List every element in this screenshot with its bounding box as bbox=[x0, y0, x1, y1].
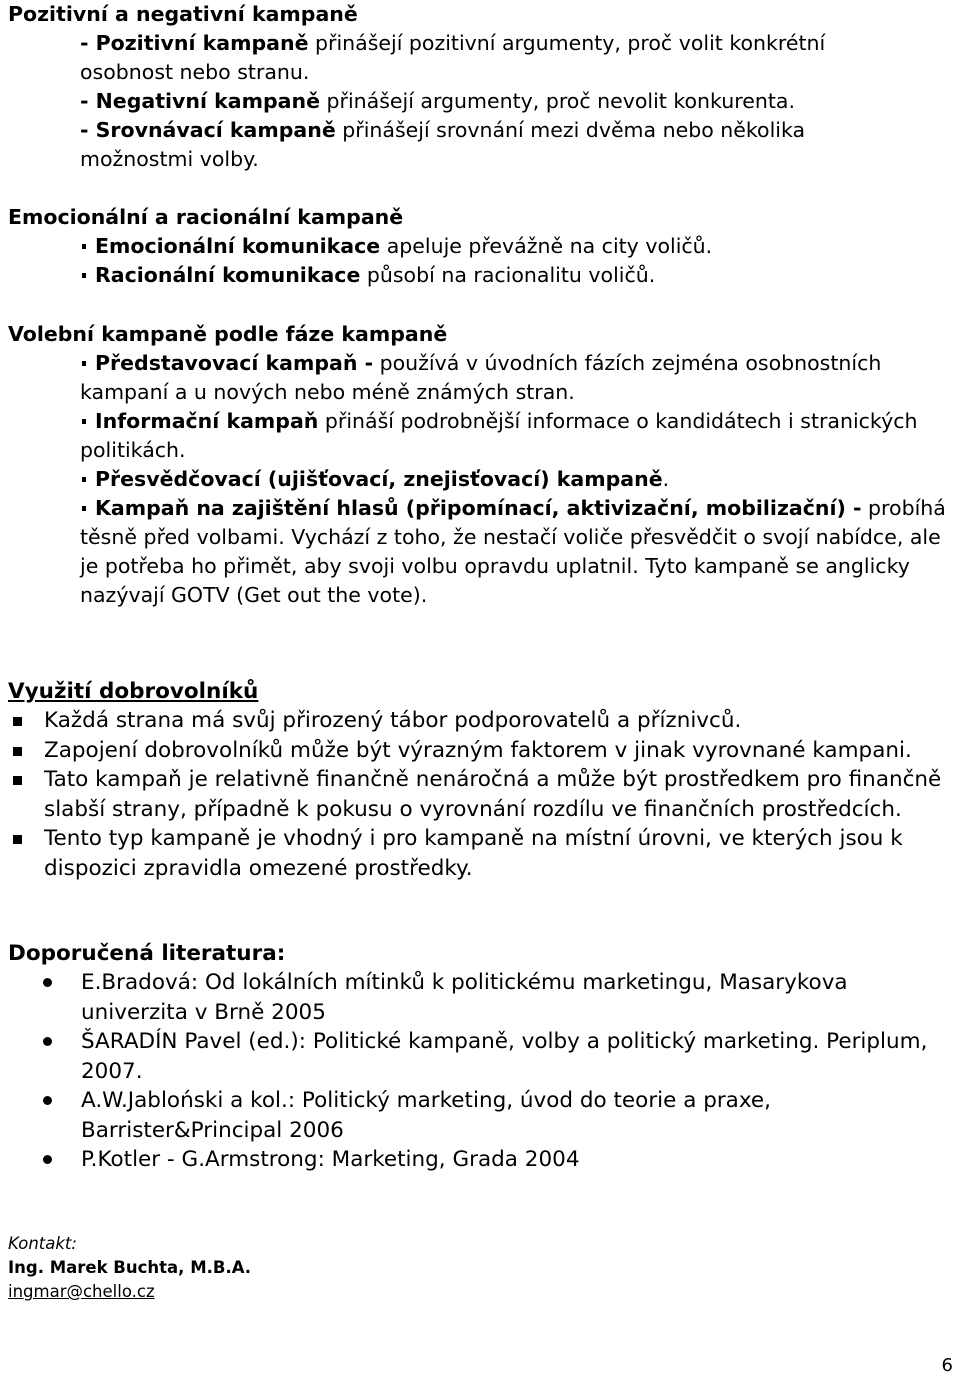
list-item: Kampaň na zajištění hlasů (připomínací, aktivizační, mobilizační) - probíhá těsně před volbami. Vychází z toho, že nestačí voliče přesvědčit o svojí nabídce, ale je potřeba ho přimět, aby svoji volbu opravdu uplatnil. Tyto kampaně se anglicky nazývají GOTV (Get out the vote). bbox=[80, 496, 946, 607]
list-item: Informační kampaň přináší podrobnější informace o kandidátech i stranických politikách. bbox=[80, 409, 918, 462]
list-item: - Negativní kampaně přinášejí argumenty, proč nevolit konkurenta. bbox=[80, 89, 795, 113]
list-item: Tento typ kampaně je vhodný i pro kampaně na místní úrovni, ve kterých jsou k dispozici zpravidla omezené prostředky. bbox=[8, 824, 956, 883]
list-item: A.W.Jabloński a kol.: Politický marketing, úvod do teorie a praxe, Barrister&Principal 2006 bbox=[8, 1086, 956, 1145]
list-item: P.Kotler - G.Armstrong: Marketing, Grada 2004 bbox=[8, 1145, 956, 1175]
contact-label: Kontakt: bbox=[8, 1234, 77, 1253]
page-number: 6 bbox=[941, 1355, 953, 1376]
contact-email-link[interactable]: ingmar@chello.cz bbox=[8, 1282, 155, 1301]
section-emotional-rational bbox=[8, 203, 956, 290]
bullet-square-icon bbox=[82, 477, 86, 482]
bullet-square-icon bbox=[13, 835, 22, 844]
bullet-dot-icon bbox=[43, 978, 52, 987]
bullet-square-icon bbox=[13, 776, 22, 785]
heading-emotional-rational: Emocionální a racionální kampaně bbox=[8, 205, 404, 229]
list-item: Zapojení dobrovolníků může být výrazným faktorem v jinak vyrovnané kampani. bbox=[8, 736, 956, 766]
list-item: Představovací kampaň - používá v úvodních fázích zejména osobnostních kampaní a u nových nebo méně známých stran. bbox=[80, 351, 882, 404]
bullet-dot-icon bbox=[43, 1096, 52, 1105]
list-item: Přesvědčovací (ujišťovací, znejisťovací) kampaně. bbox=[8, 465, 956, 494]
bullet-square-icon bbox=[82, 506, 86, 511]
section-literature bbox=[8, 939, 956, 1175]
list-item: - Srovnávací kampaně přinášejí srovnání mezi dvěma nebo několika možnostmi volby. bbox=[80, 118, 806, 171]
heading-campaign-phases: Volební kampaně podle fáze kampaně bbox=[8, 322, 448, 346]
list-item: E.Bradová: Od lokálních mítinků k politickému marketingu, Masarykova univerzita v Brně 2005 bbox=[8, 968, 956, 1027]
section-campaign-phases bbox=[8, 320, 956, 610]
list-item: Každá strana má svůj přirozený tábor podporovatelů a příznivců. bbox=[8, 706, 956, 736]
contact-name: Ing. Marek Buchta, M.B.A. bbox=[8, 1258, 252, 1277]
list-item: - Pozitivní kampaně přinášejí pozitivní argumenty, proč volit konkrétní osobnost nebo stranu. bbox=[80, 31, 826, 84]
bullet-square-icon bbox=[82, 244, 86, 249]
heading-literature: Doporučená literatura: bbox=[8, 941, 286, 966]
bullet-square-icon bbox=[82, 419, 86, 424]
list-item: Tato kampaň je relativně finančně nenáročná a může být prostředkem pro finančně slabší strany, případně k pokusu o vyrovnání rozdílu ve finančních prostředcích. bbox=[8, 765, 956, 824]
list-item: Emocionální komunikace apeluje převážně na city voličů. bbox=[8, 232, 956, 261]
bullet-square-icon bbox=[82, 361, 86, 366]
bullet-square-icon bbox=[13, 717, 22, 726]
bullet-square-icon bbox=[13, 747, 22, 756]
list-item: Racionální komunikace působí na racionalitu voličů. bbox=[8, 261, 956, 290]
section-volunteers bbox=[8, 677, 956, 883]
section-campaign-types bbox=[8, 0, 956, 174]
heading-positive-negative: Pozitivní a negativní kampaně bbox=[8, 2, 358, 26]
bullet-dot-icon bbox=[43, 1037, 52, 1046]
heading-volunteers: Využití dobrovolníků bbox=[8, 679, 259, 704]
list-item: ŠARADÍN Pavel (ed.): Politické kampaně, volby a politický marketing. Periplum, 2007. bbox=[8, 1027, 956, 1086]
contact-block bbox=[8, 1232, 956, 1304]
bullet-dot-icon bbox=[43, 1155, 52, 1164]
bullet-square-icon bbox=[82, 273, 86, 278]
